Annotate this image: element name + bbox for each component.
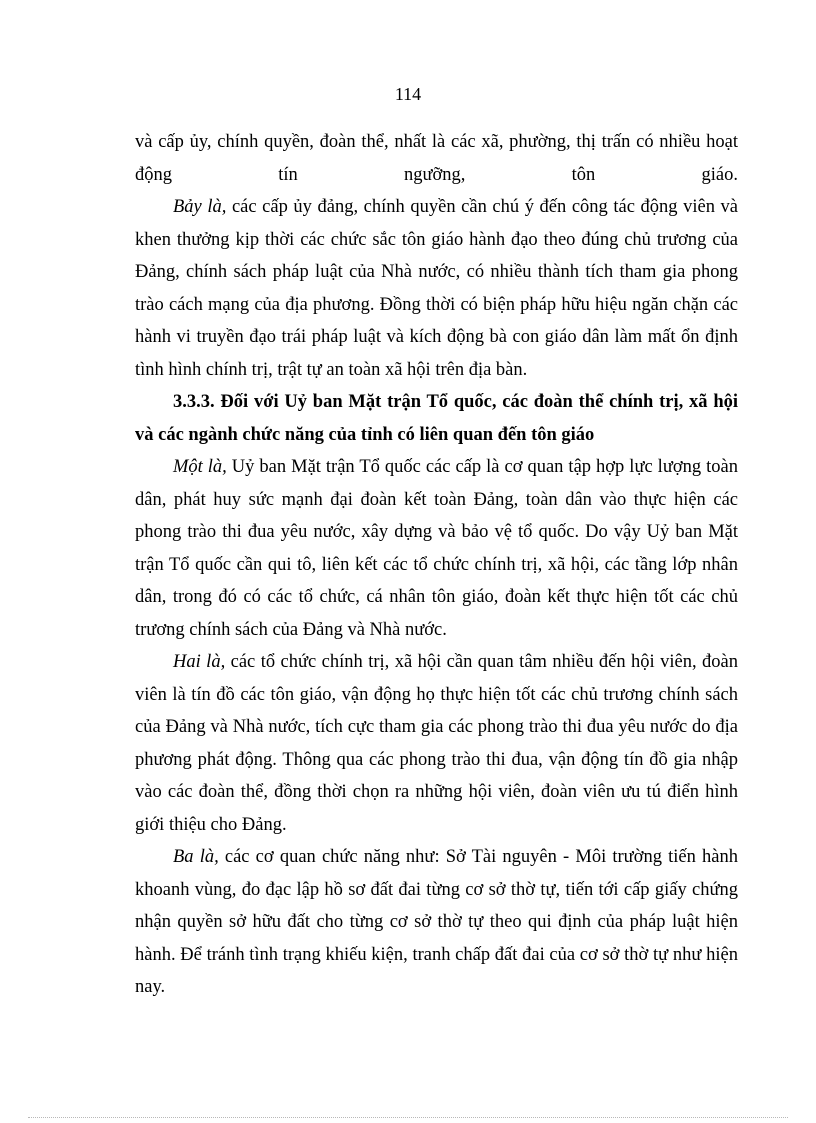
paragraph-lead: Ba là, [173, 847, 219, 867]
paragraph-bay-la [135, 191, 738, 386]
paragraph-ba-la [135, 841, 738, 1004]
paragraph-lead: Bảy là, [173, 197, 227, 217]
paragraph-lead: Hai là, [173, 652, 226, 672]
paragraph-hai-la [135, 646, 738, 841]
paragraph-text: các cơ quan chức năng như: Sở Tài nguyên - Môi trường tiến hành khoanh vùng, đo đạc lập hồ sơ đất đai từng cơ sở thờ tự, tiến tới cấp giấy chứng nhận quyền sở hữu đất cho từng cơ sở thờ tự theo qui định của pháp luật hiện hành. Để tránh tình trạng khiếu kiện, tranh chấp đất đai của cơ sở thờ tự như hiện nay. [135, 847, 738, 997]
paragraph-text: các cấp ủy đảng, chính quyền cần chú ý đến công tác động viên và khen thưởng kịp thời các chức sắc tôn giáo hành đạo theo đúng chủ trương của Đảng, chính sách pháp luật của Nhà nước, có nhiều thành tích tham gia phong trào cách mạng của địa phương. Đồng thời có biện pháp hữu hiệu ngăn chặn các hành vi truyền đạo trái pháp luật và kích động bà con giáo dân làm mất ổn định tình hình chính trị, trật tự an toàn xã hội trên địa bàn. [135, 197, 739, 380]
paragraph-text: Uỷ ban Mặt trận Tổ quốc các cấp là cơ quan tập hợp lực lượng toàn dân, phát huy sức mạnh đại đoàn kết toàn Đảng, toàn dân vào thực hiện các phong trào thi đua yêu nước, xây dựng và bảo vệ tổ quốc. Do vậy Uỷ ban Mặt trận Tổ quốc cần qui tô, liên kết các tổ chức chính trị, xã hội, các tầng lớp nhân dân, trong đó có các tổ chức, cá nhân tôn giáo, đoàn kết thực hiện tốt các chủ trương chính sách của Đảng và Nhà nước. [135, 457, 738, 640]
paragraph-continuation [135, 126, 738, 191]
document-body [135, 126, 738, 1004]
page-bottom-rule [28, 1117, 788, 1118]
paragraph-lead: Một là, [173, 457, 227, 477]
section-heading: 3.3.3. Đối với Uỷ ban Mặt trận Tổ quốc, các đoàn thể chính trị, xã hội và các ngành chức năng của tỉnh có liên quan đến tôn giáo [135, 392, 738, 445]
paragraph-mot-la [135, 451, 738, 646]
paragraph-text: các tổ chức chính trị, xã hội cần quan tâm nhiều đến hội viên, đoàn viên là tín đồ các tôn giáo, vận động họ thực hiện tốt các chủ trương chính sách của Đảng và Nhà nước, tích cực tham gia các phong trào thi đua yêu nước do địa phương phát động. Thông qua các phong trào thi đua, vận động tín đồ gia nhập vào các đoàn thể, đồng thời chọn ra những hội viên, đoàn viên ưu tú điển hình giới thiệu cho Đảng. [135, 652, 738, 835]
paragraph-text: và cấp ủy, chính quyền, đoàn thể, nhất là các xã, phường, thị trấn có nhiều hoạt động tín ngưỡng, tôn giáo. [135, 132, 738, 185]
page-number: 114 [394, 84, 422, 104]
